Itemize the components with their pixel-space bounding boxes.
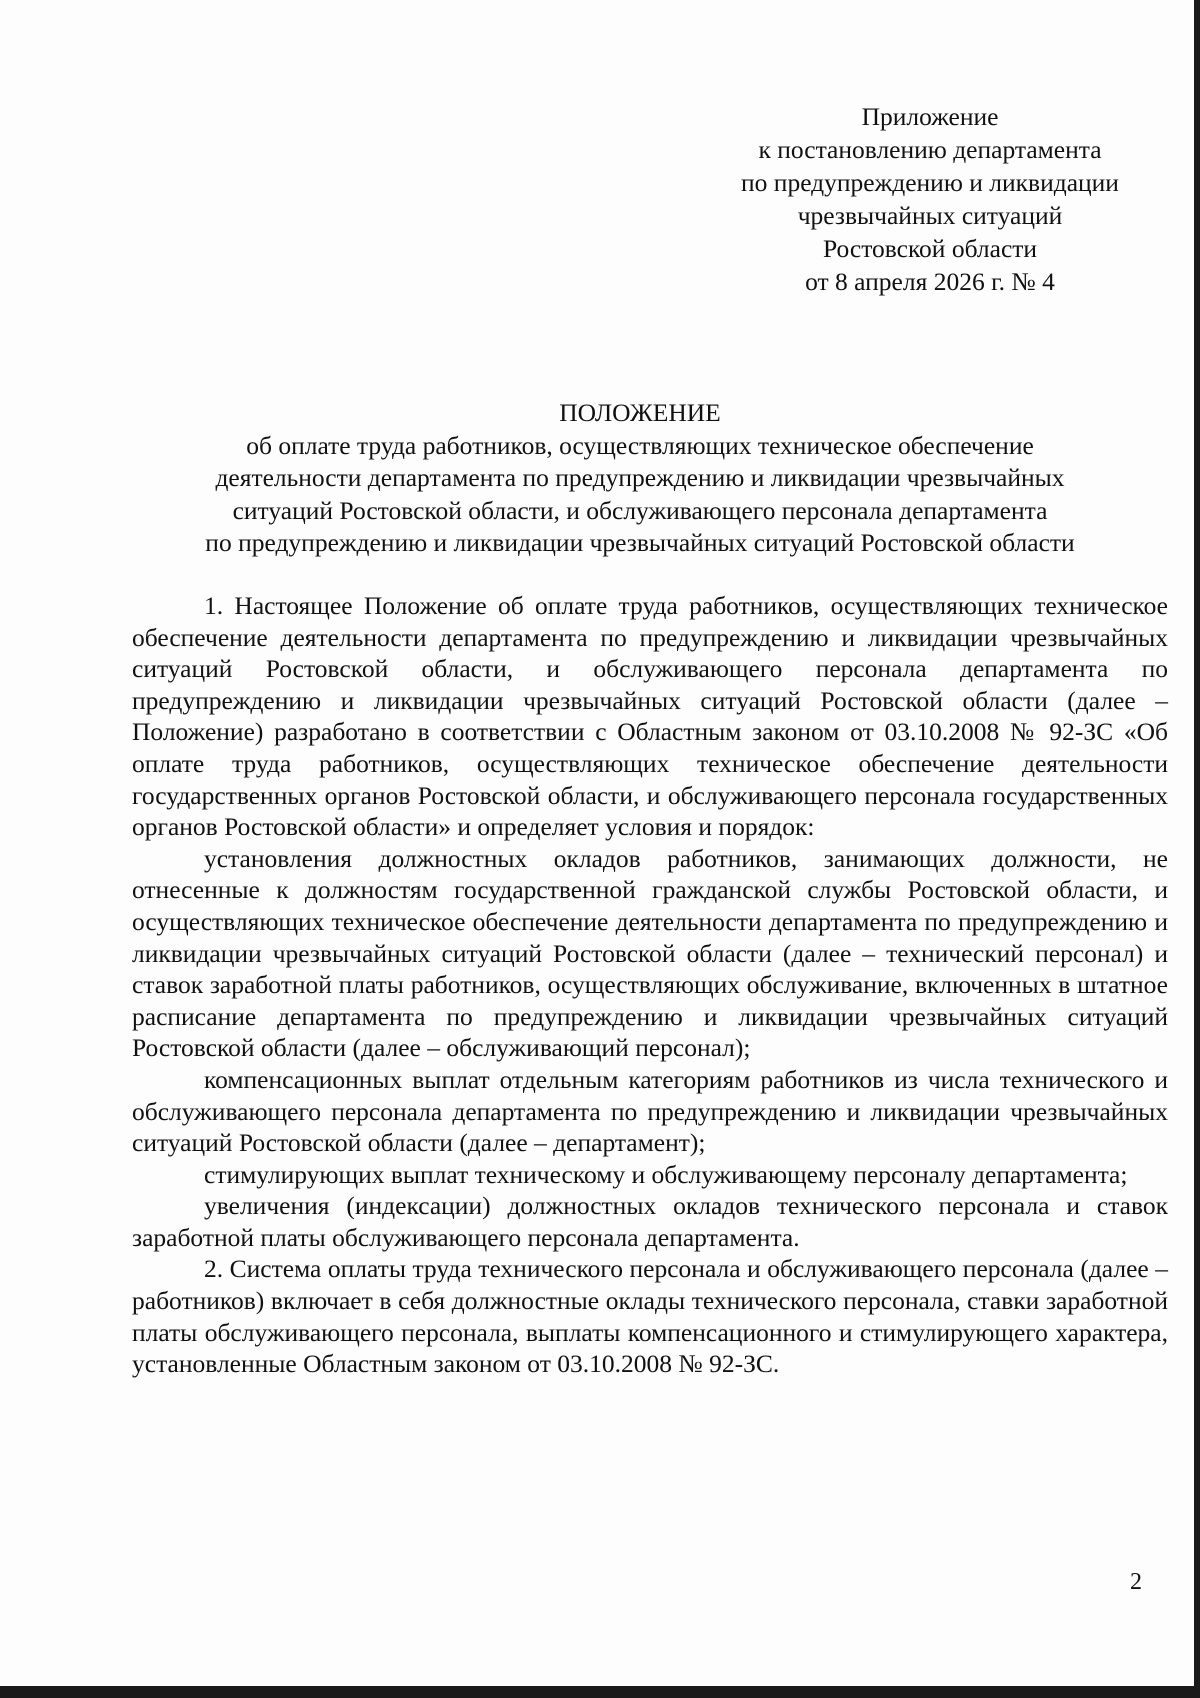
scan-right-edge	[1194, 0, 1200, 1698]
paragraph-salaries: установления должностных окладов работников, занимающих должности, не отнесенные к должностям государственной гражданской службы Ростовской области, и осуществляющих техническое обеспечение деятельности департамента по предупреждению и ликвидации чрезвычайных ситуаций Ростовской области (далее – технический персонал) и ставок заработной платы работников, осуществляющих обслуживание, включенных в штатное расписание департамента по предупреждению и ликвидации чрезвычайных ситуаций Ростовской области (далее – обслуживающий персонал);	[132, 843, 1168, 1063]
document-heading: ПОЛОЖЕНИЕ	[559, 398, 721, 427]
appendix-line: Приложение	[861, 102, 999, 131]
paragraph-2: 2. Система оплаты труда технического персонала и обслуживающего персонала (далее – работников) включает в себя должностные оклады технического персонала, ставки заработной платы обслуживающего персонала, выплаты компенсационного и стимулирующего характера, установленные Областным законом от 03.10.2008 № 92-ЗС.	[132, 1254, 1168, 1379]
appendix-line: по предупреждению и ликвидации	[741, 168, 1119, 197]
appendix-line: чрезвычайных ситуаций	[797, 201, 1063, 230]
paragraph-compensation: компенсационных выплат отдельным категориям работников из числа технического и обслуживающего персонала департамента по предупреждению и ликвидации чрезвычайных ситуаций Ростовской области (далее – департамент);	[132, 1064, 1168, 1158]
appendix-line: к постановлению департамента	[758, 135, 1102, 164]
document-title-block	[130, 397, 1150, 560]
scan-bottom-edge	[0, 1686, 1200, 1698]
document-subtitle-line: об оплате труда работников, осуществляющих техническое обеспечение	[246, 430, 1034, 460]
appendix-line: Ростовской области	[822, 234, 1038, 263]
page-number: 2	[1130, 1569, 1142, 1595]
document-subtitle-line: ситуаций Ростовской области, и обслуживающего персонала департамента	[232, 495, 1048, 525]
document-subtitle-line: по предупреждению и ликвидации чрезвычайных ситуаций Ростовской области	[205, 528, 1075, 557]
document-subtitle-line: деятельности департамента по предупреждению и ликвидации чрезвычайных	[215, 463, 1065, 492]
paragraph-incentives: стимулирующих выплат техническому и обслуживающему персоналу департамента;	[204, 1159, 1128, 1189]
paragraph-1: 1. Настоящее Положение об оплате труда работников, осуществляющих техническое обеспечение деятельности департамента по предупреждению и ликвидации чрезвычайных ситуаций Ростовской области, и обслуживающего персонала департамента по предупреждению и ликвидации чрезвычайных ситуаций Ростовской области (далее – Положение) разработано в соответствии с Областным законом от 03.10.2008 № 92-ЗС «Об оплате труда работников, осуществляющих техническое обеспечение деятельности государственных органов Ростовской области, и обслуживающего персонала государственных органов Ростовской области» и определяет условия и порядок:	[132, 591, 1168, 842]
paragraph-indexation: увеличения (индексации) должностных окладов технического персонала и ставок заработной платы обслуживающего персонала департамента.	[132, 1191, 1168, 1252]
appendix-block	[690, 100, 1170, 298]
document-body	[132, 590, 1168, 1380]
appendix-line: от 8 апреля 2026 г. № 4	[805, 267, 1055, 296]
